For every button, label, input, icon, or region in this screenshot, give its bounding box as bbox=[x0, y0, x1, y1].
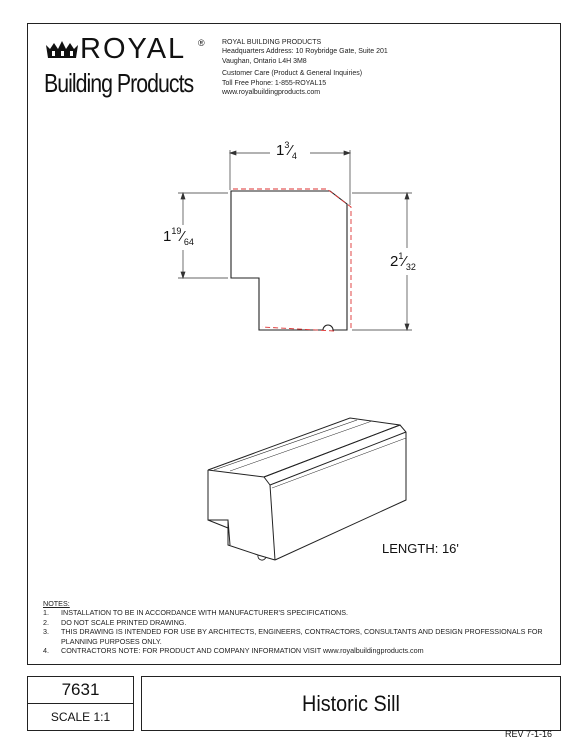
drawing-title: Historic Sill bbox=[302, 691, 400, 716]
sill-profile-outline bbox=[231, 191, 347, 330]
sill-profile-reference-dashed bbox=[233, 189, 351, 331]
note-item: 3. THIS DRAWING IS INTENDED FOR USE BY ARCHITECTS, ENGINEERS, CONTRACTORS, CONSULTANTS AND DESIGN PROFESSIONALS FOR PLANNING PURPOSES ONLY. bbox=[43, 627, 543, 646]
company-web[interactable]: www.royalbuildingproducts.com bbox=[222, 89, 321, 97]
width-dimension-label: $1^3⁄_4$ bbox=[276, 140, 297, 161]
note-item: 4. CONTRACTORS NOTE: FOR PRODUCT AND COMPANY INFORMATION VISIT www.royalbuildingproducts.com bbox=[43, 646, 424, 656]
company-city: Vaughan, Ontario L4H 3M8 bbox=[222, 57, 307, 65]
left-height-dimension-label: $1^{19}⁄_{64}$ bbox=[163, 226, 194, 247]
isometric-sill-view bbox=[208, 418, 406, 560]
total-height-dimension-label: $2^1⁄_{32}$ bbox=[390, 251, 416, 272]
revision-label: REV 7-1-16 bbox=[505, 729, 553, 739]
notes-section bbox=[43, 599, 543, 659]
length-label: LENGTH: 16' bbox=[382, 541, 459, 556]
company-care: Customer Care (Product & General Inquiries) bbox=[222, 70, 363, 78]
note-item: 1. INSTALLATION TO BE IN ACCORDANCE WITH MANUFACTURER'S SPECIFICATIONS. bbox=[43, 608, 349, 618]
logo-building-products: Building Products bbox=[44, 68, 194, 98]
title-block-left bbox=[27, 676, 134, 731]
logo-royal: ROYAL bbox=[80, 33, 187, 65]
note-item: 2. DO NOT SCALE PRINTED DRAWING. bbox=[43, 617, 187, 627]
scale-label: SCALE 1:1 bbox=[50, 710, 111, 724]
part-number: 7631 bbox=[28, 677, 133, 704]
notes-title: NOTES: bbox=[43, 599, 70, 608]
company-hq: Headquarters Address: 10 Roybridge Gate, Suite 201 bbox=[222, 48, 388, 56]
title-block-right bbox=[141, 676, 561, 731]
logo-registered-mark: ® bbox=[198, 38, 205, 48]
company-phone: Toll Free Phone: 1-855-ROYAL15 bbox=[222, 79, 327, 87]
company-name: ROYAL BUILDING PRODUCTS bbox=[222, 39, 322, 46]
